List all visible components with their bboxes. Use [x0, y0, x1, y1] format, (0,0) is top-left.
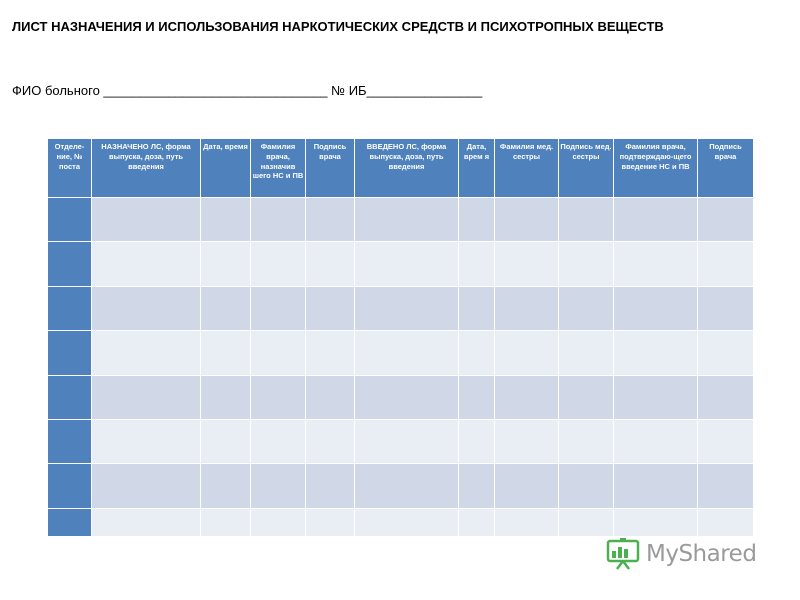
table-cell — [92, 242, 201, 286]
table-cell — [698, 286, 754, 330]
table-cell — [614, 286, 698, 330]
table-cell — [495, 375, 559, 419]
table-cell — [251, 375, 306, 419]
table-cell — [614, 375, 698, 419]
myshared-logo — [606, 534, 766, 574]
table-cell — [459, 375, 495, 419]
table-cell — [306, 286, 355, 330]
table-cell — [306, 375, 355, 419]
table-cell — [92, 198, 201, 242]
table-cell — [614, 464, 698, 508]
table-cell — [251, 508, 306, 536]
table-cell — [698, 375, 754, 419]
table-cell — [355, 198, 459, 242]
table-row — [48, 286, 754, 330]
table-cell — [48, 464, 92, 508]
table-cell — [459, 331, 495, 375]
table-cell — [48, 331, 92, 375]
table-cell — [306, 419, 355, 463]
table-cell — [495, 198, 559, 242]
table-cell — [92, 419, 201, 463]
table-row — [48, 508, 754, 536]
table-row — [48, 331, 754, 375]
table-header-row — [48, 139, 754, 198]
brand-name: MyShared — [646, 541, 757, 567]
table-row — [48, 375, 754, 419]
table-cell — [495, 464, 559, 508]
table-cell — [201, 286, 251, 330]
document-title: ЛИСТ НАЗНАЧЕНИЯ И ИСПОЛЬЗОВАНИЯ НАРКОТИЧЕСКИХ СРЕДСТВ И ПСИХОТРОПНЫХ ВЕЩЕСТВ — [12, 19, 664, 34]
table-cell — [251, 242, 306, 286]
table-cell — [201, 198, 251, 242]
table-cell — [559, 242, 614, 286]
table-cell — [459, 286, 495, 330]
table-cell — [459, 508, 495, 536]
table-cell — [355, 242, 459, 286]
header-confirming-signature: Подпись врача — [698, 139, 754, 198]
table-cell — [92, 331, 201, 375]
table-cell — [355, 331, 459, 375]
table-cell — [459, 242, 495, 286]
table-body — [48, 198, 754, 537]
header-doctor-signature: Подпись врача — [306, 139, 355, 198]
table-cell — [48, 508, 92, 536]
header-administered: ВВЕДЕНО ЛС, форма выпуска, доза, путь введения — [355, 139, 459, 198]
table-cell — [48, 286, 92, 330]
table-row — [48, 242, 754, 286]
table-cell — [495, 419, 559, 463]
table-cell — [698, 508, 754, 536]
table-row — [48, 419, 754, 463]
table-cell — [495, 242, 559, 286]
table-row — [48, 464, 754, 508]
table-cell — [92, 464, 201, 508]
patient-info-line: ФИО больного _______________________________ № ИБ________________ — [12, 83, 483, 98]
table-cell — [201, 375, 251, 419]
table-cell — [698, 242, 754, 286]
table-cell — [614, 508, 698, 536]
table-cell — [559, 419, 614, 463]
table-cell — [306, 508, 355, 536]
table-cell — [48, 242, 92, 286]
header-prescribed: НАЗНАЧЕНО ЛС, форма выпуска, доза, путь введения — [92, 139, 201, 198]
table-cell — [355, 464, 459, 508]
header-nurse-name: Фамилия мед. сестры — [495, 139, 559, 198]
table-cell — [251, 198, 306, 242]
table-cell — [355, 419, 459, 463]
table-cell — [201, 242, 251, 286]
table-cell — [614, 198, 698, 242]
presentation-board-icon — [606, 537, 640, 571]
table-row — [48, 198, 754, 242]
header-administered-date: Дата, врем я — [459, 139, 495, 198]
table-cell — [495, 508, 559, 536]
table-cell — [698, 419, 754, 463]
table-cell — [48, 375, 92, 419]
table-cell — [201, 419, 251, 463]
table-cell — [251, 286, 306, 330]
table-cell — [251, 464, 306, 508]
table-cell — [306, 464, 355, 508]
table-cell — [355, 375, 459, 419]
table-cell — [251, 331, 306, 375]
table-cell — [559, 375, 614, 419]
table-cell — [459, 198, 495, 242]
table-cell — [92, 508, 201, 536]
table-cell — [698, 198, 754, 242]
table-cell — [48, 419, 92, 463]
header-confirming-doctor: Фамилия врача, подтверждаю-щего введение НС и ПВ — [614, 139, 698, 198]
table-cell — [201, 331, 251, 375]
table-cell — [698, 331, 754, 375]
header-department: Отделе-ние, № поста — [48, 139, 92, 198]
table-cell — [355, 286, 459, 330]
table-cell — [614, 242, 698, 286]
table-cell — [614, 331, 698, 375]
table-cell — [559, 286, 614, 330]
table-cell — [355, 508, 459, 536]
header-prescribing-doctor: Фамилия врача, назначив шего НС и ПВ — [251, 139, 306, 198]
table-cell — [306, 242, 355, 286]
table-cell — [92, 375, 201, 419]
prescription-table — [47, 138, 754, 537]
table-cell — [306, 198, 355, 242]
table-cell — [92, 286, 201, 330]
table-cell — [251, 419, 306, 463]
table-cell — [48, 198, 92, 242]
table-cell — [559, 198, 614, 242]
table-cell — [201, 464, 251, 508]
table-cell — [201, 508, 251, 536]
table-cell — [459, 464, 495, 508]
table-cell — [459, 419, 495, 463]
header-nurse-signature: Подпись мед. сестры — [559, 139, 614, 198]
table-cell — [559, 331, 614, 375]
table-cell — [495, 331, 559, 375]
table-cell — [559, 508, 614, 536]
table-cell — [698, 464, 754, 508]
header-prescribed-date: Дата, время — [201, 139, 251, 198]
table-cell — [559, 464, 614, 508]
table-cell — [306, 331, 355, 375]
table-cell — [614, 419, 698, 463]
table-cell — [495, 286, 559, 330]
